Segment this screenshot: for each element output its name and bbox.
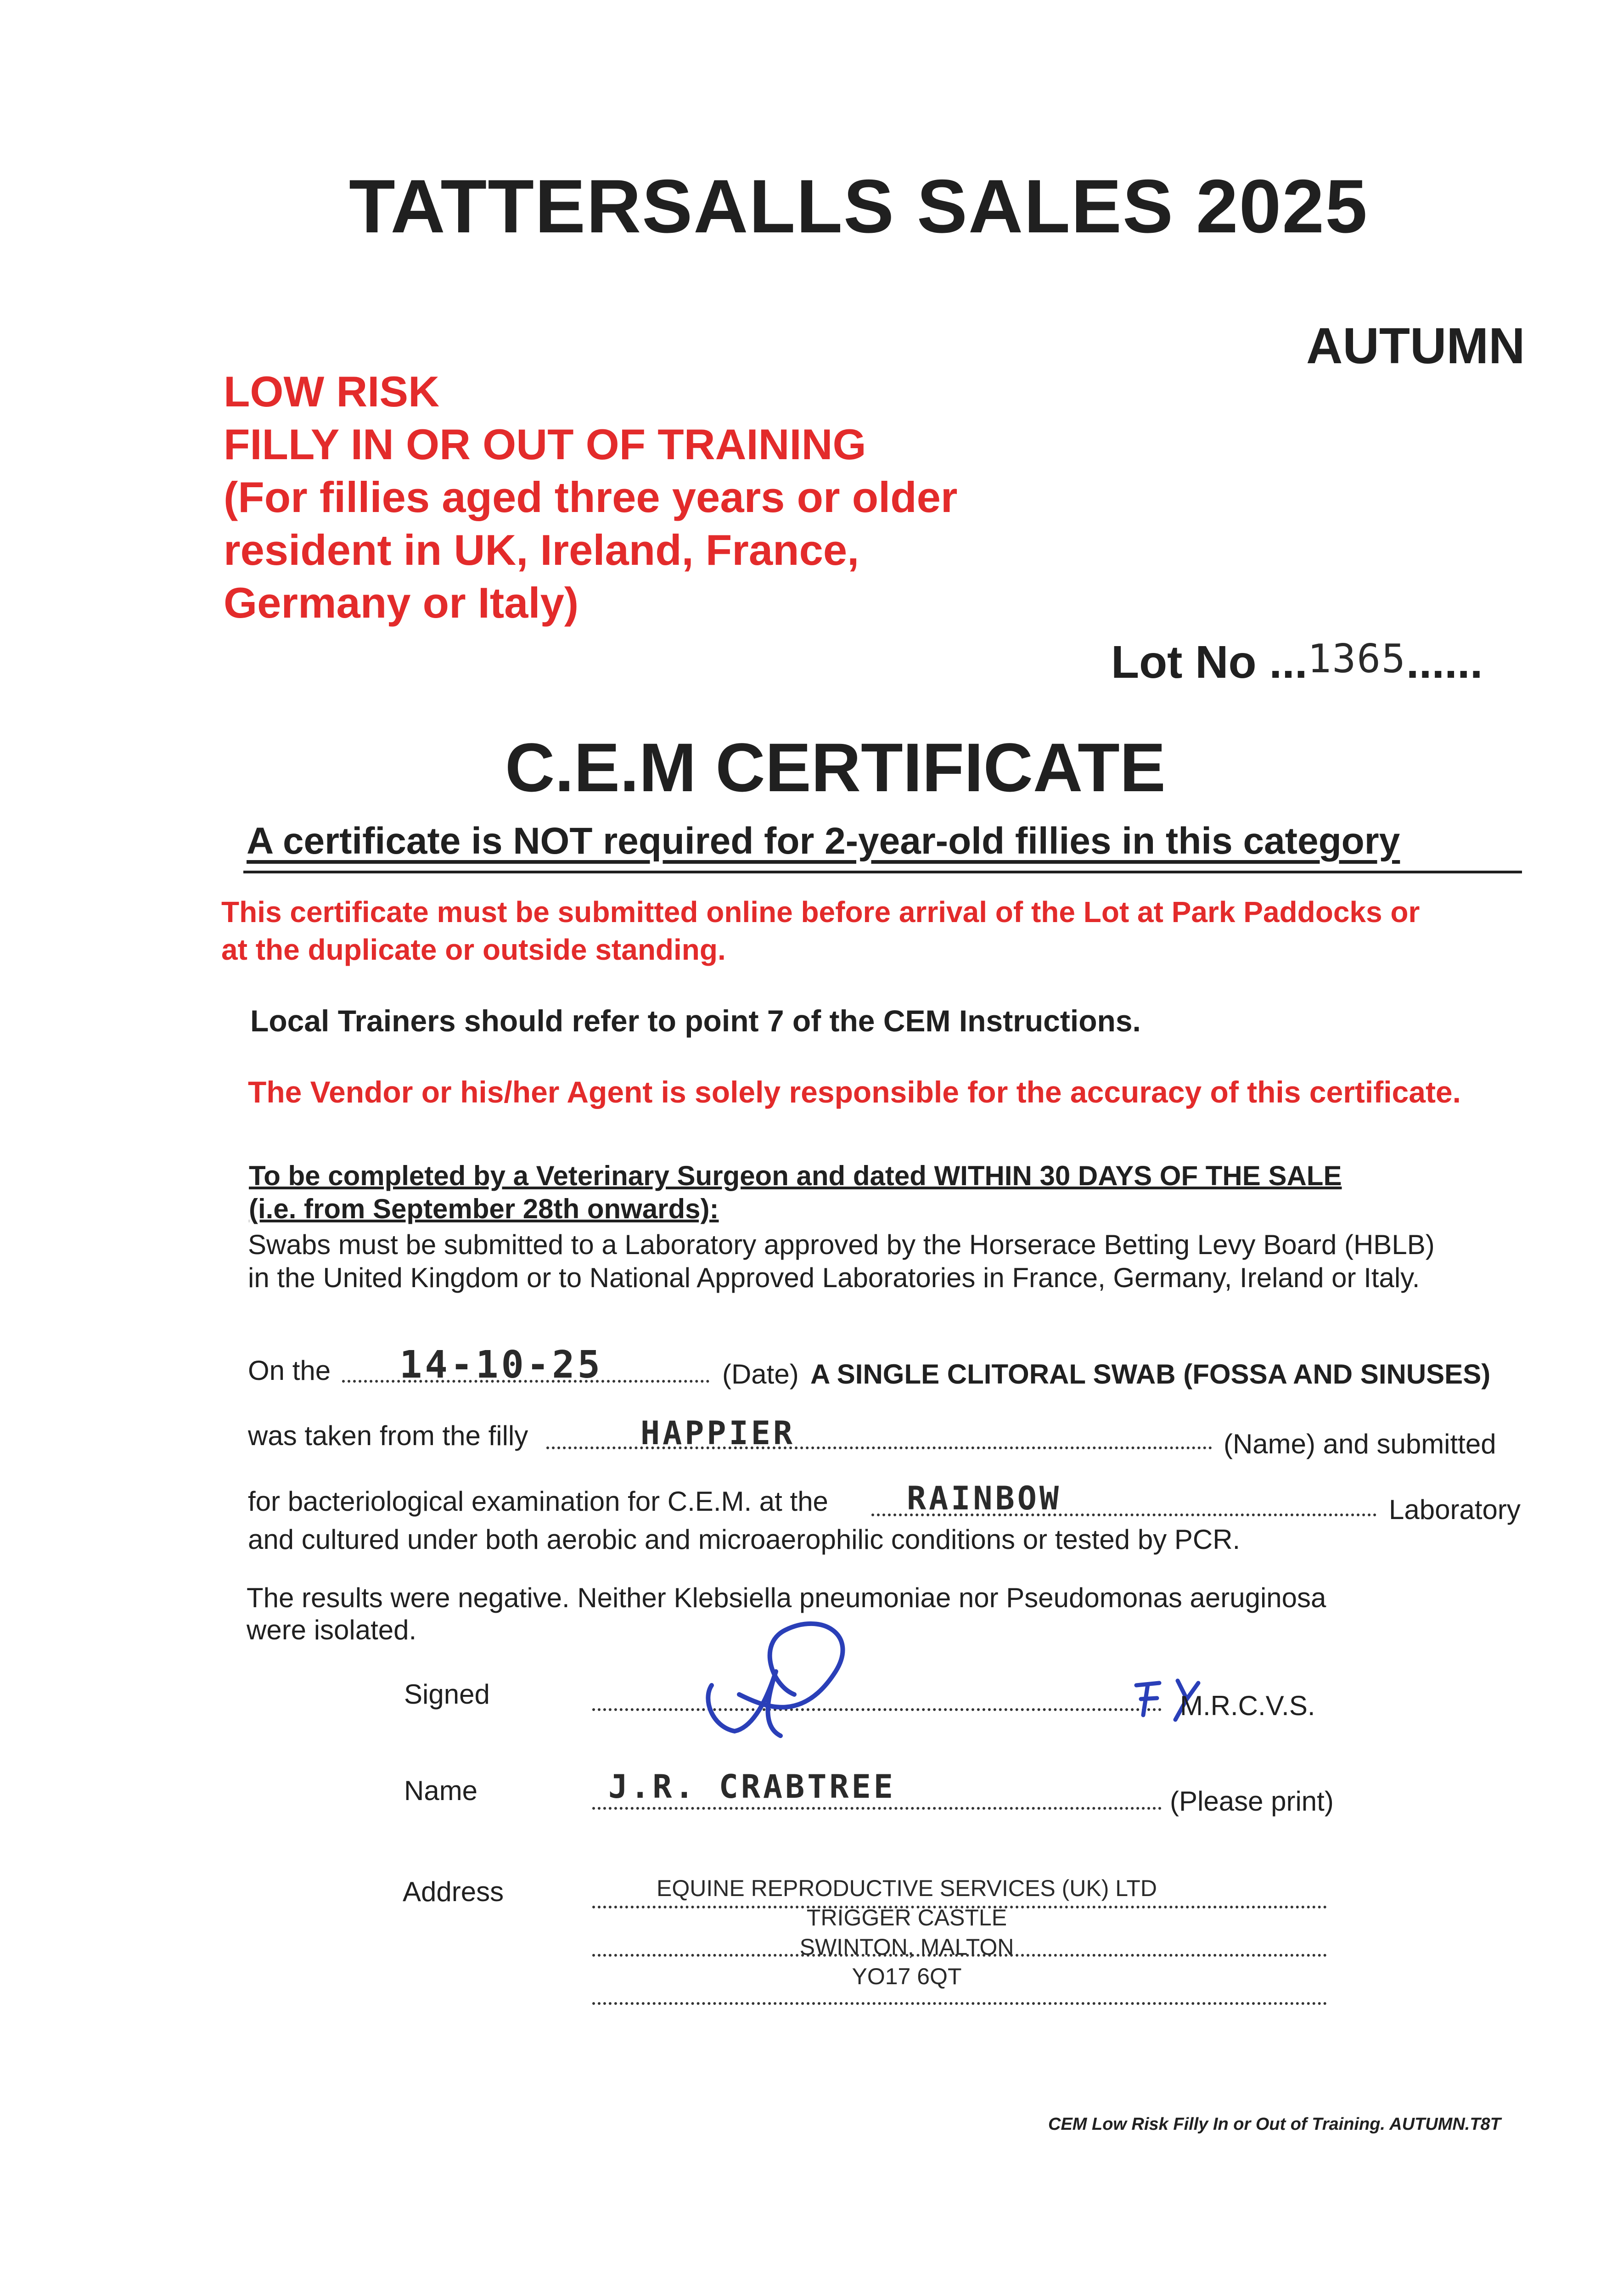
- swab-type: A SINGLE CLITORAL SWAB (FOSSA AND SINUSES): [810, 1359, 1491, 1390]
- category-line: FILLY IN OR OUT OF TRAINING: [224, 420, 866, 468]
- submission-notice: [221, 893, 1420, 968]
- vet-name-handwritten: J.R. CRABTREE: [608, 1768, 896, 1806]
- swab-instructions-line: Swabs must be submitted to a Laboratory approved by the Horserace Betting Levy Board (HBLB): [248, 1229, 1435, 1260]
- results-line: were isolated.: [247, 1615, 417, 1645]
- address-line: EQUINE REPRODUCTIVE SERVICES (UK) LTD: [657, 1875, 1157, 1901]
- vendor-responsibility-note: The Vendor or his/her Agent is solely responsible for the accuracy of this certificate.: [248, 1075, 1461, 1109]
- vet-name-dotted-line: [592, 1807, 1162, 1810]
- address-line: YO17 6QT: [852, 1964, 962, 1989]
- vet-name-label: Name: [404, 1775, 478, 1806]
- lot-number-handwritten: 1365: [1307, 636, 1406, 682]
- date-handwritten: 14-10-25: [399, 1343, 603, 1387]
- filly-name-handwritten: HAPPIER: [640, 1414, 796, 1452]
- sale-season: AUTUMN: [1306, 318, 1525, 374]
- category-line: (For fillies aged three years or older: [224, 473, 958, 521]
- footer-reference: CEM Low Risk Filly In or Out of Training. AUTUMN.T8T: [1048, 2115, 1501, 2134]
- swab-instructions-line: in the United Kingdom or to National Approved Laboratories in France, Germany, Ireland or Italy.: [248, 1262, 1420, 1293]
- filly-name-label: (Name) and submitted: [1224, 1429, 1496, 1459]
- vet-instructions-heading-line: To be completed by a Veterinary Surgeon and dated WITHIN 30 DAYS OF THE SALE: [249, 1160, 1342, 1191]
- lot-trailing-dots: ......: [1406, 636, 1483, 688]
- taken-from-label: was taken from the filly: [248, 1420, 528, 1451]
- mrcvs-label: M.R.C.V.S.: [1180, 1690, 1315, 1721]
- local-trainers-note: Local Trainers should refer to point 7 of the CEM Instructions.: [250, 1004, 1141, 1038]
- category-line: resident in UK, Ireland, France,: [224, 526, 859, 574]
- laboratory-handwritten: RAINBOW: [907, 1480, 1062, 1517]
- culture-method: and cultured under both aerobic and microaerophilic conditions or tested by PCR.: [248, 1524, 1241, 1555]
- address-dotted-line-3: [592, 2002, 1327, 2005]
- vet-instructions-heading-line: (i.e. from September 28th onwards):: [249, 1193, 719, 1224]
- submission-notice-line: This certificate must be submitted online before arrival of the Lot at Park Paddocks or: [221, 895, 1420, 929]
- signed-label: Signed: [404, 1679, 490, 1710]
- vet-signature: [684, 1616, 923, 1754]
- bacteriological-label: for bacteriological examination for C.E.M. at the: [248, 1486, 828, 1517]
- vet-address-stamp: [657, 1874, 1157, 1991]
- divider: [243, 871, 1522, 873]
- category-block: [224, 365, 958, 629]
- swab-instructions: [248, 1228, 1435, 1294]
- please-print-label: (Please print): [1170, 1786, 1334, 1817]
- category-line: Germany or Italy): [224, 579, 579, 627]
- submission-notice-line: at the duplicate or outside standing.: [221, 933, 726, 966]
- category-line: LOW RISK: [224, 367, 439, 416]
- date-label: (Date): [722, 1359, 799, 1390]
- not-required-notice: A certificate is NOT required for 2-year-old fillies in this category: [247, 820, 1400, 862]
- vet-instructions-heading: [249, 1159, 1342, 1226]
- lot-label: Lot No ...: [1111, 636, 1308, 688]
- address-line: TRIGGER CASTLE: [806, 1905, 1007, 1930]
- on-the-label: On the: [248, 1355, 331, 1386]
- laboratory-label: Laboratory: [1389, 1494, 1521, 1525]
- lot-number-field: [1111, 636, 1483, 689]
- certificate-title: C.E.M CERTIFICATE: [505, 729, 1166, 806]
- address-label: Address: [403, 1876, 504, 1907]
- address-line: SWINTON, MALTON: [799, 1934, 1014, 1960]
- page-title: TATTERSALLS SALES 2025: [349, 164, 1368, 248]
- results-line: The results were negative. Neither Klebsiella pneumoniae nor Pseudomonas aeruginosa: [247, 1582, 1326, 1613]
